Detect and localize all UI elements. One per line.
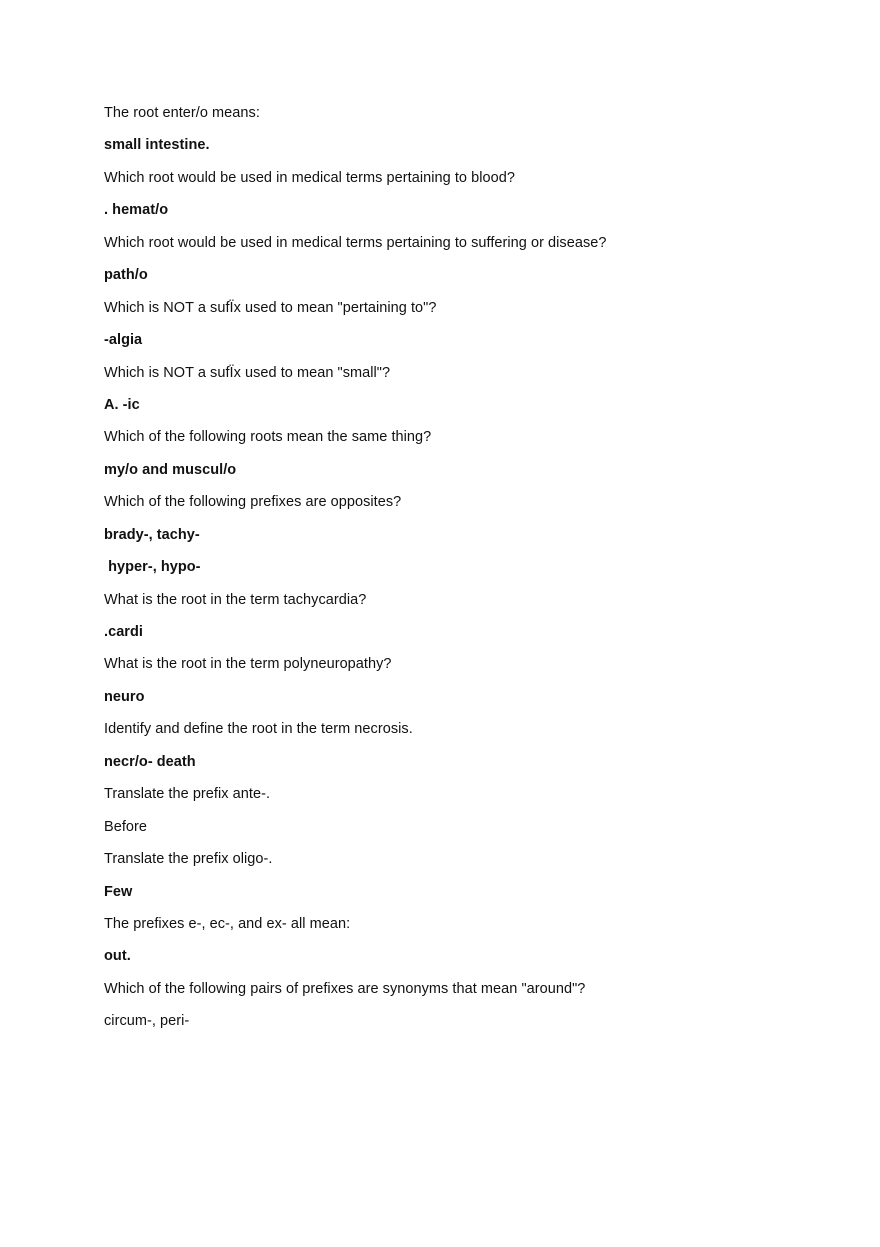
question-text: Identify and define the root in the term necrosis. — [104, 721, 413, 738]
question-text: Which of the following prefixes are opposites? — [104, 494, 402, 511]
answer-text: -algia — [104, 332, 143, 349]
answer-text: hyper-, hypo- — [104, 559, 201, 576]
answer-text: path/o — [104, 267, 148, 284]
question-text: Which of the following pairs of prefixes are synonyms that mean "around"? — [104, 980, 586, 997]
answer-text: brady-, tachy- — [104, 526, 200, 543]
answer-text: neuro — [104, 688, 145, 705]
answer-text: . hemat/o — [104, 202, 169, 219]
answer-text: A. -ic — [104, 396, 140, 413]
question-text: What is the root in the term tachycardia? — [104, 591, 367, 608]
question-text: The prefixes e-, ec-, and ex- all mean: — [104, 915, 351, 932]
answer-text: my/o and muscul/o — [104, 461, 237, 478]
question-text: What is the root in the term polyneuropathy? — [104, 656, 392, 673]
question-text: Translate the prefix oligo-. — [104, 851, 273, 868]
answer-text: small intestine. — [104, 137, 210, 154]
question-text: The root enter/o means: — [104, 105, 260, 121]
question-text: Which is NOT a sufÏx used to mean "small"? — [104, 364, 391, 381]
answer-text: .cardi — [104, 624, 143, 640]
question-text: Which root would be used in medical terms pertaining to blood? — [104, 169, 515, 186]
question-text: Which root would be used in medical terms pertaining to suffering or disease? — [104, 234, 607, 251]
question-text: Which of the following roots mean the same thing? — [104, 429, 432, 446]
question-text: Which is NOT a sufÏx used to mean "pertaining to"? — [104, 299, 437, 316]
quiz-content — [104, 104, 804, 1045]
question-text: Translate the prefix ante-. — [104, 786, 271, 803]
answer-text: out. — [104, 948, 131, 965]
answer-text: circum-, peri- — [104, 1013, 190, 1030]
answer-text: necr/o- death — [104, 753, 196, 770]
answer-text: Few — [104, 883, 133, 900]
answer-text: Before — [104, 818, 148, 835]
